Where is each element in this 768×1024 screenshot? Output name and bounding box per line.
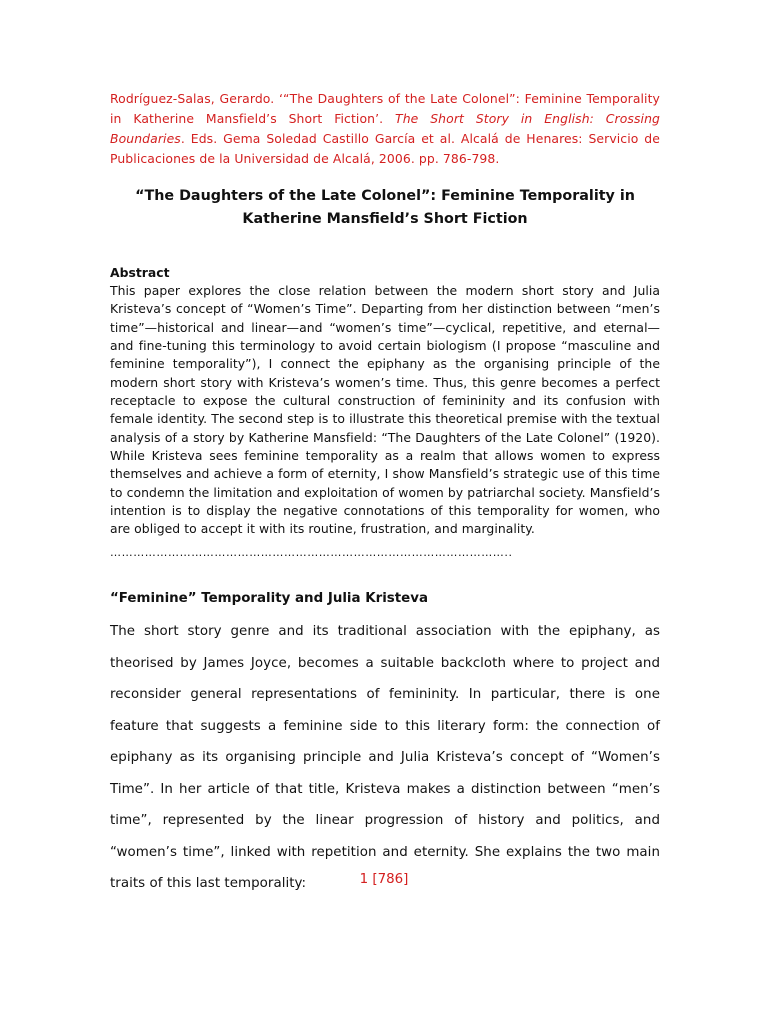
section-body: The short story genre and its traditional association with the epiphany, as theorised by James Joyce, becomes a suitable backcloth where to project and reconsider general representations of femininity. In particular, there is one feature that suggests a feminine side to this literary form: the connection of epiphany as its organising principle and Julia Kristeva’s concept of “Women’s Time”. In her article of that title, Kristeva makes a distinction between “men’s time”, represented by the linear progression of history and politics, and “women’s time”, linked with repetition and eternity. She explains the two main traits of this last temporality: <box>110 624 660 891</box>
paper-title: “The Daughters of the Late Colonel”: Feminine Temporality in Katherine Mansfield’s Short Fiction <box>135 188 635 227</box>
bibliographic-citation <box>110 89 660 169</box>
citation-journal-title: The Short Story in English: Crossing Boundaries <box>110 111 660 146</box>
abstract-heading: Abstract <box>110 265 170 280</box>
section-heading: “Feminine” Temporality and Julia Kristeva <box>110 591 429 606</box>
page-number: 1 [786] <box>359 872 409 887</box>
abstract-body: This paper explores the close relation between the modern short story and Julia Kristeva’s concept of “Women’s Time”. Departing from her distinction between “men’s time”—historical and linear—and “women’s time”—cyclical, repetitive, and eternal—and fine-tuning this terminology to avoid certain biologism (I propose “masculine and feminine temporality”), I connect the epiphany as the organising principle of the modern short story with Kristeva’s women’s time. Thus, this genre becomes a perfect receptacle to expose the cultural construction of femininity and its confusion with female identity. The second step is to illustrate this theoretical premise with the textual analysis of a story by Katherine Mansfield: “The Daughters of the Late Colonel” (1920). While Kristeva sees feminine temporality as a realm that allows women to express themselves and achieve a form of eternity, I show Mansfield’s strategic use of this time to condemn the limitation and exploitation of women by patriarchal society. Mansfield’s intention is to display the negative connotations of this temporality for women, who are obliged to accept it with its routine, frustration, and marginality. <box>110 283 660 537</box>
citation-lead: Rodríguez-Salas, Gerardo. ‘“The Daughters of the Late Colonel”: Feminine Temporality in Katherine Mansfield’s Short Fiction’. <box>110 91 660 126</box>
citation-tail: . Eds. Gema Soledad Castillo García et al. Alcalá de Henares: Servicio de Publicaciones de la Universidad de Alcalá, 2006. pp. 786-798. <box>110 131 660 166</box>
abstract-separator: ………………………………………………………………………………………….. <box>110 546 513 559</box>
